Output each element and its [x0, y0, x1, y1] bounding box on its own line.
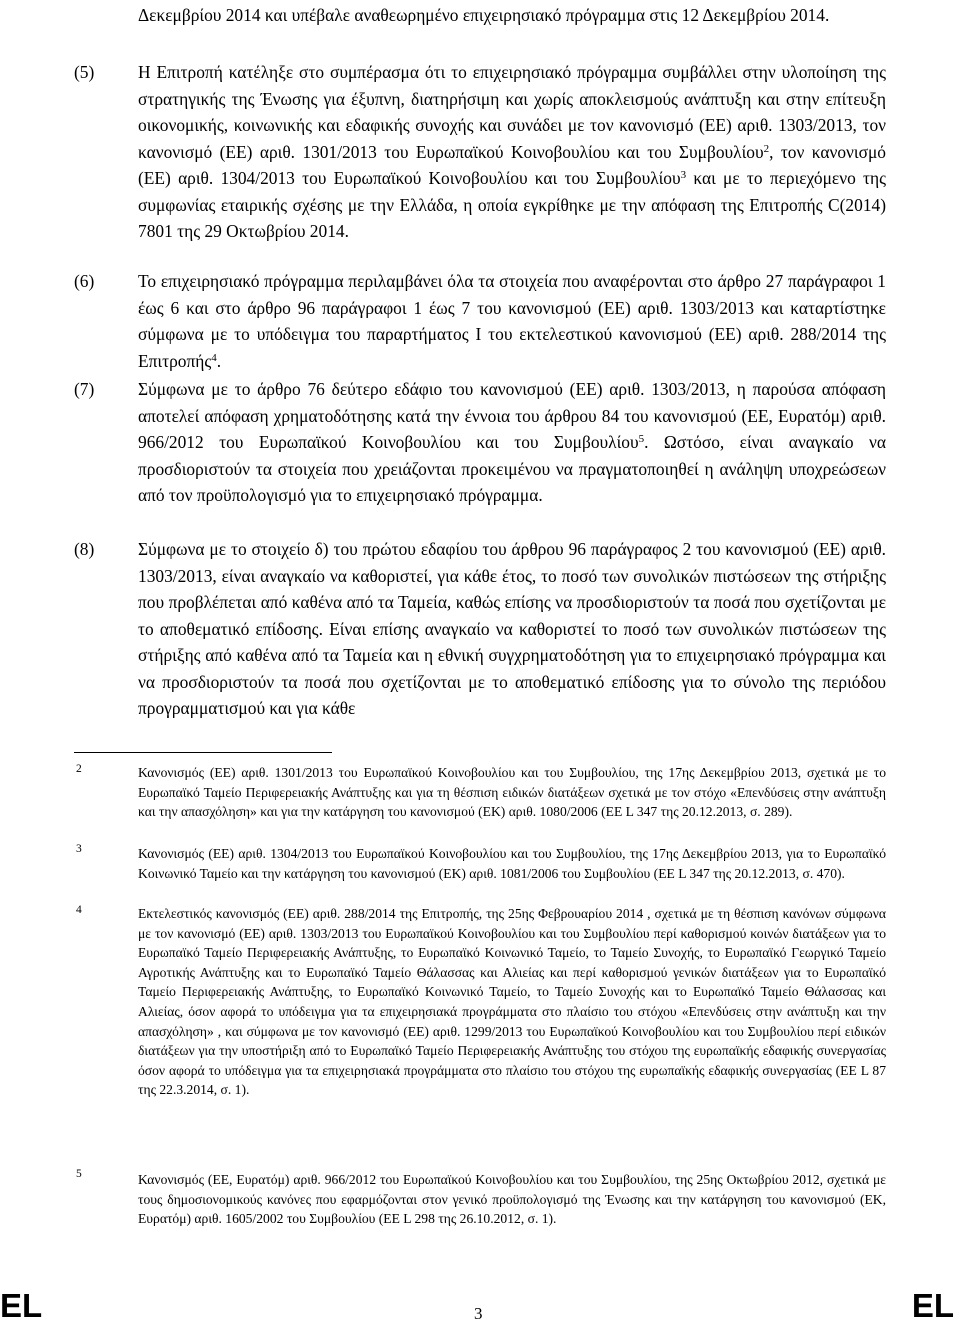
recital-number: (8) — [74, 539, 95, 559]
footnote-text: Κανονισμός (ΕΕ, Ευρατόμ) αριθ. 966/2012 του Ευρωπαϊκού Κοινοβουλίου και του Συμβουλίου, της 25ης Οκτωβρίου 2012, σχετικά με τους δημοσιονομικούς κανόνες που εφαρμόζονται στον γενικό προϋπολογισμό της Ένωσης και την κατάργηση του κανονισμού (ΕΚ, Ευρατόμ) αριθ. 1605/2002 του Συμβουλίου (ΕΕ L 298 της 26.10.2012, σ. 1). — [138, 1172, 886, 1227]
recital-text-part: Το επιχειρησιακό πρόγραμμα περιλαμβάνει όλα τα στοιχεία που αναφέρονται στο άρθρο 27 παράγραφοι 1 έως 6 και στο άρθρο 96 παράγραφοι 1 έως 7 του κανονισμού (ΕΕ) αριθ. 1303/2013 και καταρτίστηκε σύμφωνα με το υπόδειγμα του παραρτήματος Ι του εκτελεστικού κανονισμού (ΕΕ) αριθ. 288/2014 της Επιτροπής — [138, 271, 886, 371]
recital-text-part: και με το περιεχόμενο της συμφωνίας εταιρικής σχέσης με την Ελλάδα, η οποία εγκρίθηκε με την απόφαση της Επιτροπής C(2014) 7801 της 29 Οκτωβρίου 2014. — [138, 168, 886, 241]
recital-text — [138, 376, 886, 509]
footnote-reference[interactable]: 2 — [763, 142, 770, 155]
footnote-reference[interactable]: 4 — [211, 351, 217, 364]
recital-number: (7) — [74, 379, 95, 399]
recital-text-part: Η Επιτροπή κατέληξε στο συμπέρασμα ότι το επιχειρησιακό πρόγραμμα συμβάλλει στην υλοποίηση της στρατηγικής της Ένωσης για έξυπνη, διατηρήσιμη και χωρίς αποκλεισμούς ανάπτυξη και στην επίτευξη οικονομικής, κοινωνικής και εδαφικής συνοχής και συνάδει με τον κανονισμό (ΕΕ) αριθ. 1303/2013, τον κανονισμό (ΕΕ) αριθ. 1301/2013 του Ευρωπαϊκού Κοινοβουλίου και του Συμβουλίου — [138, 62, 886, 162]
footnote-text: Κανονισμός (ΕΕ) αριθ. 1304/2013 του Ευρωπαϊκού Κοινοβουλίου και του Συμβουλίου, της 17ης Δεκεμβρίου 2013, για το Ευρωπαϊκό Κοινωνικό Ταμείο και την κατάργηση του κανονισμού (ΕΚ) αριθ. 1081/2006 του Συμβουλίου (ΕΕ L 347 της 20.12.2013, σ. 470). — [138, 846, 886, 881]
footnote-reference[interactable]: 5 — [638, 433, 645, 445]
recital-text-part: , τον κανονισμό (ΕΕ) αριθ. 1304/2013 του Ευρωπαϊκού Κοινοβουλίου και του Συμβουλίου — [138, 141, 886, 188]
recital-text-part: Σύμφωνα με το άρθρο 76 δεύτερο εδάφιο του κανονισμού (ΕΕ) αριθ. 1303/2013, η παρούσα απόφαση αποτελεί απόφαση χρηματοδότησης κατά την έννοια του άρθρου 84 του κανονισμού (ΕΕ, Ευρατόμ) αριθ. 966/2012 του Ευρωπαϊκού Κοινοβουλίου και του Συμβουλίου — [138, 379, 886, 452]
recital-number: (5) — [74, 62, 95, 82]
footnote-number: 5 — [76, 1168, 82, 1180]
intro-paragraph: Δεκεμβρίου 2014 και υπέβαλε αναθεωρημένο επιχειρησιακό πρόγραμμα στις 12 Δεκεμβρίου 2014. — [138, 5, 830, 25]
recital-text — [138, 268, 886, 374]
footnote-number: 4 — [76, 904, 82, 916]
recital-text-part: Σύμφωνα με το στοιχείο δ) του πρώτου εδαφίου του άρθρου 96 παράγραφος 2 του κανονισμού (ΕΕ) αριθ. 1303/2013, είναι αναγκαίο να καθοριστεί, για κάθε έτος, το ποσό των συνολικών πιστώσεων της στήριξης που προβλέπεται από καθένα από τα Ταμεία, καθώς επίσης να προσδιοριστούν τα ποσά που σχετίζονται με το αποθεματικό επίδοσης. Είναι επίσης αναγκαίο να καθοριστεί το ποσό των συνολικών πιστώσεων της στήριξης από καθένα από τα Ταμεία και η εθνική συγχρηματοδότηση για το επιχειρησιακό πρόγραμμα και να προσδιοριστούν τα ποσά που σχετίζονται με το αποθεματικό επίδοσης για το σύνολο της περιόδου προγραμματισμού και για κάθε — [138, 539, 886, 718]
footnote-number: 3 — [76, 843, 82, 855]
footnote-separator — [74, 752, 332, 753]
footnote-text: Εκτελεστικός κανονισμός (ΕΕ) αριθ. 288/2014 της Επιτροπής, της 25ης Φεβρουαρίου 2014 , σχετικά με τη θέσπιση κανόνων σύμφωνα με τον κανονισμό (ΕΕ) αριθ. 1303/2013 του Ευρωπαϊκού Κοινοβουλίου και του Συμβουλίου περί καθορισμού κοινών διατάξεων για το Ευρωπαϊκό Ταμείο Περιφερειακής Ανάπτυξης, το Ευρωπαϊκό Κοινωνικό Ταμείο, το Ταμείο Συνοχής, το Ευρωπαϊκό Γεωργικό Ταμείο Αγροτικής Ανάπτυξης και το Ευρωπαϊκό Ταμείο Θάλασσας και Αλιείας και περί καθορισμού γενικών διατάξεων για το Ευρωπαϊκό Ταμείο Περιφερειακής Ανάπτυξης, το Ευρωπαϊκό Κοινωνικό Ταμείο, το Ταμείο Συνοχής και το Ευρωπαϊκό Ταμείο Θάλασσας και Αλιείας, όσον αφορά το υπόδειγμα για τα επιχειρησιακά προγράμματα στο πλαίσιο του στόχου «Επενδύσεις στην ανάπτυξη και την απασχόληση» , και σύμφωνα με τον κανονισμό (ΕΕ) αριθ. 1299/2013 του Ευρωπαϊκού Κοινοβουλίου και του Συμβουλίου περί ειδικών διατάξεων για την υποστήριξη από το Ευρωπαϊκό Ταμείο Περιφερειακής Ανάπτυξης του στόχου της ευρωπαϊκής εδαφικής συνεργασίας όσον αφορά το υπόδειγμα για τα επιχειρησιακά προγράμματα στο πλαίσιο του στόχου της ευρωπαϊκής εδαφικής συνεργασίας (ΕΕ L 87 της 22.3.2014, σ. 1). — [138, 906, 886, 1098]
footnote-text: Κανονισμός (ΕΕ) αριθ. 1301/2013 του Ευρωπαϊκού Κοινοβουλίου και του Συμβουλίου, της 17ης Δεκεμβρίου 2013, σχετικά με το Ευρωπαϊκό Ταμείο Περιφερειακής Ανάπτυξης και για τη θέσπιση ειδικών διατάξεων σχετικά με τον στόχο «Επενδύσεις στην ανάπτυξη και την απασχόληση» και για την κατάργηση του κανονισμού (ΕΚ) αριθ. 1080/2006 (ΕΕ L 347 της 20.12.2013, σ. 289). — [138, 765, 886, 820]
language-code-left: EL — [0, 1287, 43, 1324]
page-number: 3 — [474, 1304, 483, 1323]
recital-text — [138, 536, 886, 722]
footnote-reference[interactable]: 3 — [680, 169, 687, 181]
footnote-number: 2 — [76, 763, 82, 775]
language-code-right: EL — [911, 1287, 954, 1324]
recital-text-part: . Ωστόσο, είναι αναγκαίο να προσδιοριστούν τα στοιχεία που χρειάζονται προκειμένου να πραγματοποιηθεί η ανάληψη υποχρεώσεων από τον προϋπολογισμό για το επιχειρησιακό πρόγραμμα. — [138, 432, 886, 505]
recital-number: (6) — [74, 271, 95, 291]
recital-text — [138, 59, 886, 245]
recital-text-part: . — [216, 350, 222, 371]
